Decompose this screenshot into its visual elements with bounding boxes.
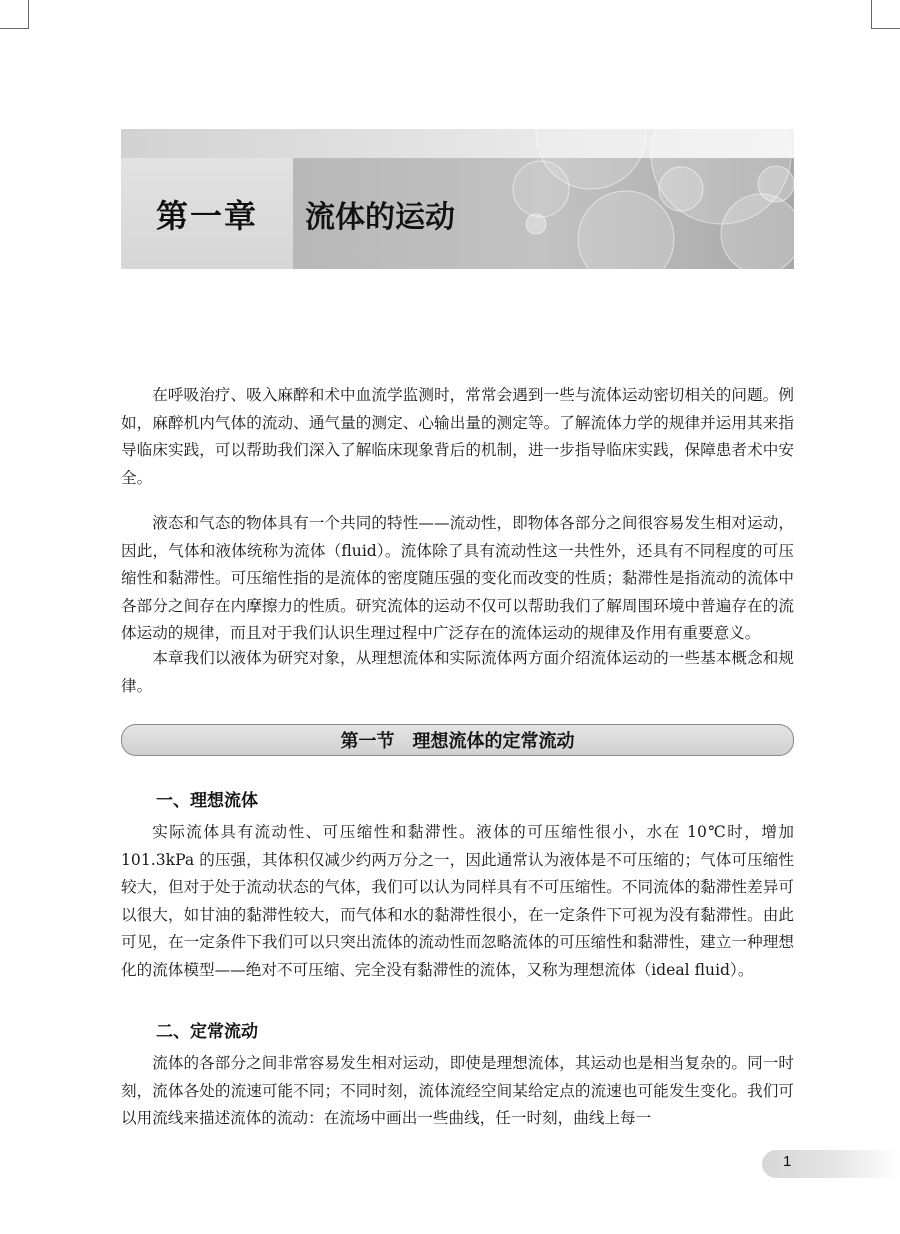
subsection-heading-ideal-fluid: 一、理想流体 [156,791,258,811]
intro-paragraph-2: 液态和气态的物体具有一个共同的特性——流动性，即物体各部分之间很容易发生相对运动，因此，气体和液体统称为流体（fluid）。流体除了具有流动性这一共性外，还具有不同程度的可压缩性和黏滞性。可压缩性指的是流体的密度随压强的变化而改变的性质；黏滞性是指流动的流体中各部分之间存在内摩擦力的性质。研究流体的运动不仅可以帮助我们了解周围环境中普遍存在的流体运动的规律，而且对于我们认识生理过程中广泛存在的流体运动的规律及作用有重要意义。 [121,514,794,642]
chapter-number: 第一章 [155,196,258,235]
section-title: 理想流体的定常流动 [412,731,575,752]
section-number: 第一节 [340,731,395,752]
chapter-banner [121,129,794,269]
steady-flow-paragraph: 流体的各部分之间非常容易发生相对运动，即使是理想流体，其运动也是相当复杂的。同一时刻，流体各处的流速可能不同；不同时刻，流体流经空间某给定点的流速也可能发生变化。我们可以用流线来描述流体的流动：在流场中画出一些曲线，任一时刻，曲线上每一 [121,1054,794,1127]
intro-paragraph-1: 在呼吸治疗、吸入麻醉和术中血流学监测时，常常会遇到一些与流体运动密切相关的问题。例如，麻醉机内气体的流动、通气量的测定、心输出量的测定等。了解流体力学的规律并运用其来指导临床实践，可以帮助我们深入了解临床现象背后的机制，进一步指导临床实践，保障患者术中安全。 [121,386,794,487]
intro-paragraph-3: 本章我们以液体为研究对象，从理想流体和实际流体两方面介绍流体运动的一些基本概念和规律。 [121,649,794,695]
chapter-title: 流体的运动 [305,199,455,235]
section-heading-bar [121,724,794,756]
subsection-heading-steady-flow: 二、定常流动 [156,1022,258,1042]
ideal-fluid-paragraph: 实际流体具有流动性、可压缩性和黏滞性。液体的可压缩性很小，水在 10℃时，增加 101.3kPa 的压强，其体积仅减少约两万分之一，因此通常认为液体是不可压缩的；气体可压缩性较大，但对于处于流动状态的气体，我们可以认为同样具有不可压缩性。不同流体的黏滞性差异可以很大，如甘油的黏滞性较大，而气体和水的黏滞性很小，在一定条件下可视为没有黏滞性。由此可见，在一定条件下我们可以只突出流体的流动性而忽略流体的可压缩性和黏滞性，建立一种理想化的流体模型——绝对不可压缩、完全没有黏滞性的流体，又称为理想流体（ideal fluid）。 [121,823,794,979]
crop-mark-top-left [0,0,29,29]
page-number: 1 [783,1153,792,1170]
crop-mark-top-right [871,0,900,29]
